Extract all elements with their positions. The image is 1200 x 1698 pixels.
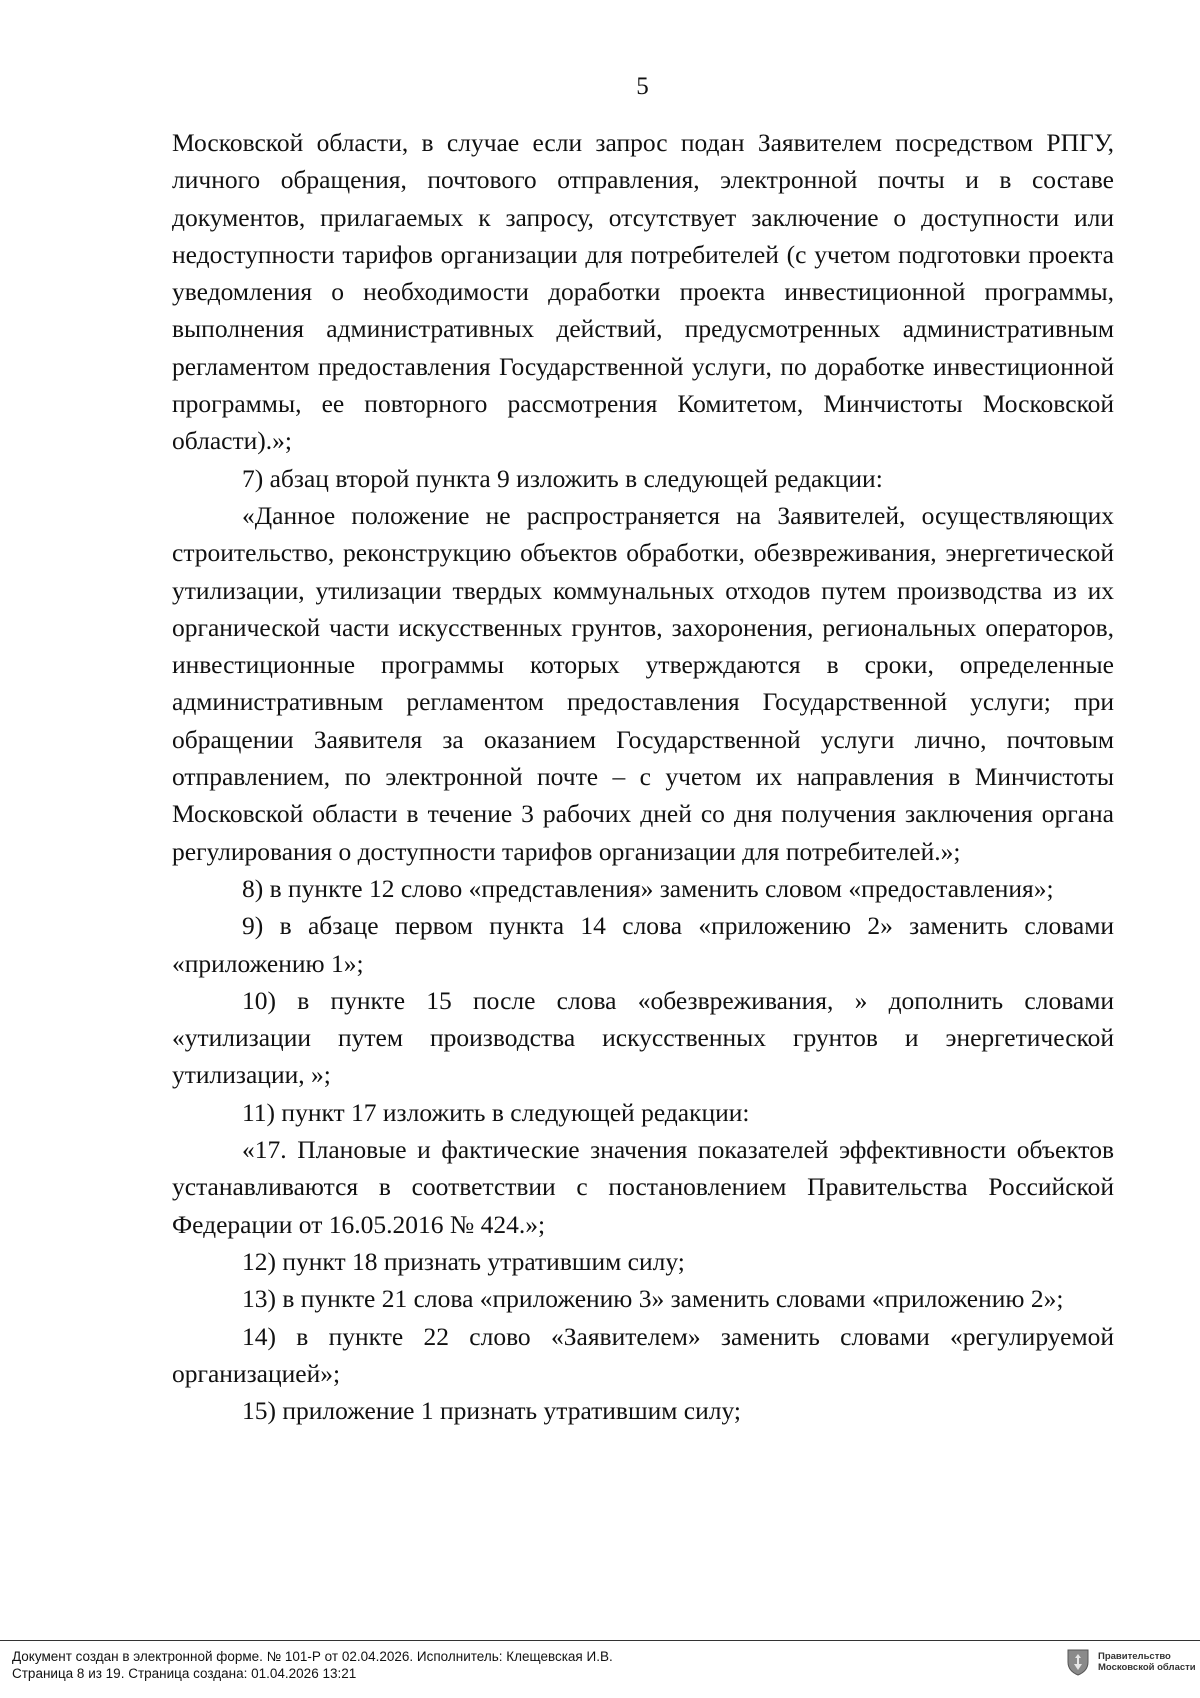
footer-divider [0,1640,1200,1641]
paragraph: 15) приложение 1 признать утратившим силу; [242,1396,741,1426]
footer-logo [1066,1648,1196,1676]
document-body [172,124,1114,1429]
footer-logo-line: Правительство [1098,1651,1171,1662]
paragraph: 8) в пункте 12 слово «представления» заменить словом «предоставления»; [242,873,1054,903]
paragraph: 11) пункт 17 изложить в следующей редакции: [242,1097,750,1127]
paragraph: «Данное положение не распространяется на Заявителей, осуществляющих строительство, реконструкцию объектов обработки, обезвреживания, энергетической утилизации, утилизации твердых коммунальных отходов путем производства из их органической части искусственных грунтов, захоронения, региональных операторов, инвестиционные программы которых утверждаются в сроки, определенные административным регламентом предоставления Государственной услуги; при обращении Заявителя за оказанием Государственной услуги лично, почтовым отправлением, по электронной почте – с учетом их направления в Минчистоты Московской области в течение 3 рабочих дней со дня получения заключения органа регулирования о доступности тарифов организации для потребителей.»; [172,500,1114,866]
paragraph: «17. Плановые и фактические значения показателей эффективности объектов устанавливаются в соответствии с постановлением Правительства Российской Федерации от 16.05.2016 № 424.»; [172,1135,1114,1239]
paragraph: 9) в абзаце первом пункта 14 слова «приложению 2» заменить словами «приложению 1»; [172,911,1114,978]
paragraph: 13) в пункте 21 слова «приложению 3» заменить словами «приложению 2»; [242,1284,1064,1314]
footer-info [12,1648,613,1682]
footer-page-line: Страница 8 из 19. Страница создана: 01.04.2026 13:21 [12,1666,357,1681]
footer-document-line: Документ создан в электронной форме. № 101-Р от 02.04.2026. Исполнитель: Клещевская И.В. [12,1649,613,1664]
page-number: 5 [636,73,649,100]
paragraph: 14) в пункте 22 слово «Заявителем» заменить словами «регулируемой организацией»; [172,1321,1114,1388]
paragraph: 12) пункт 18 признать утратившим силу; [242,1246,685,1276]
paragraph: 10) в пункте 15 после слова «обезвреживания, » дополнить словами «утилизации путем производства искусственных грунтов и энергетической утилизации, »; [172,985,1114,1090]
footer-logo-text [1098,1651,1196,1673]
paragraph: Московской области, в случае если запрос подан Заявителем посредством РПГУ, личного обращения, почтового отправления, электронной почты и в составе документов, прилагаемых к запросу, отсутствует заключение о доступности или недоступности тарифов организации для потребителей (с учетом подготовки проекта уведомления о необходимости доработки проекта инвестиционной программы, выполнения административных действий, предусмотренных административным регламентом предоставления Государственной услуги, по доработке инвестиционной программы, ее повторного рассмотрения Комитетом, Минчистоты Московской области).»; [172,128,1114,456]
paragraph: 7) абзац второй пункта 9 изложить в следующей редакции: [242,463,883,493]
moscow-oblast-emblem-icon [1066,1648,1090,1676]
footer-logo-line: Московской области [1098,1662,1196,1673]
